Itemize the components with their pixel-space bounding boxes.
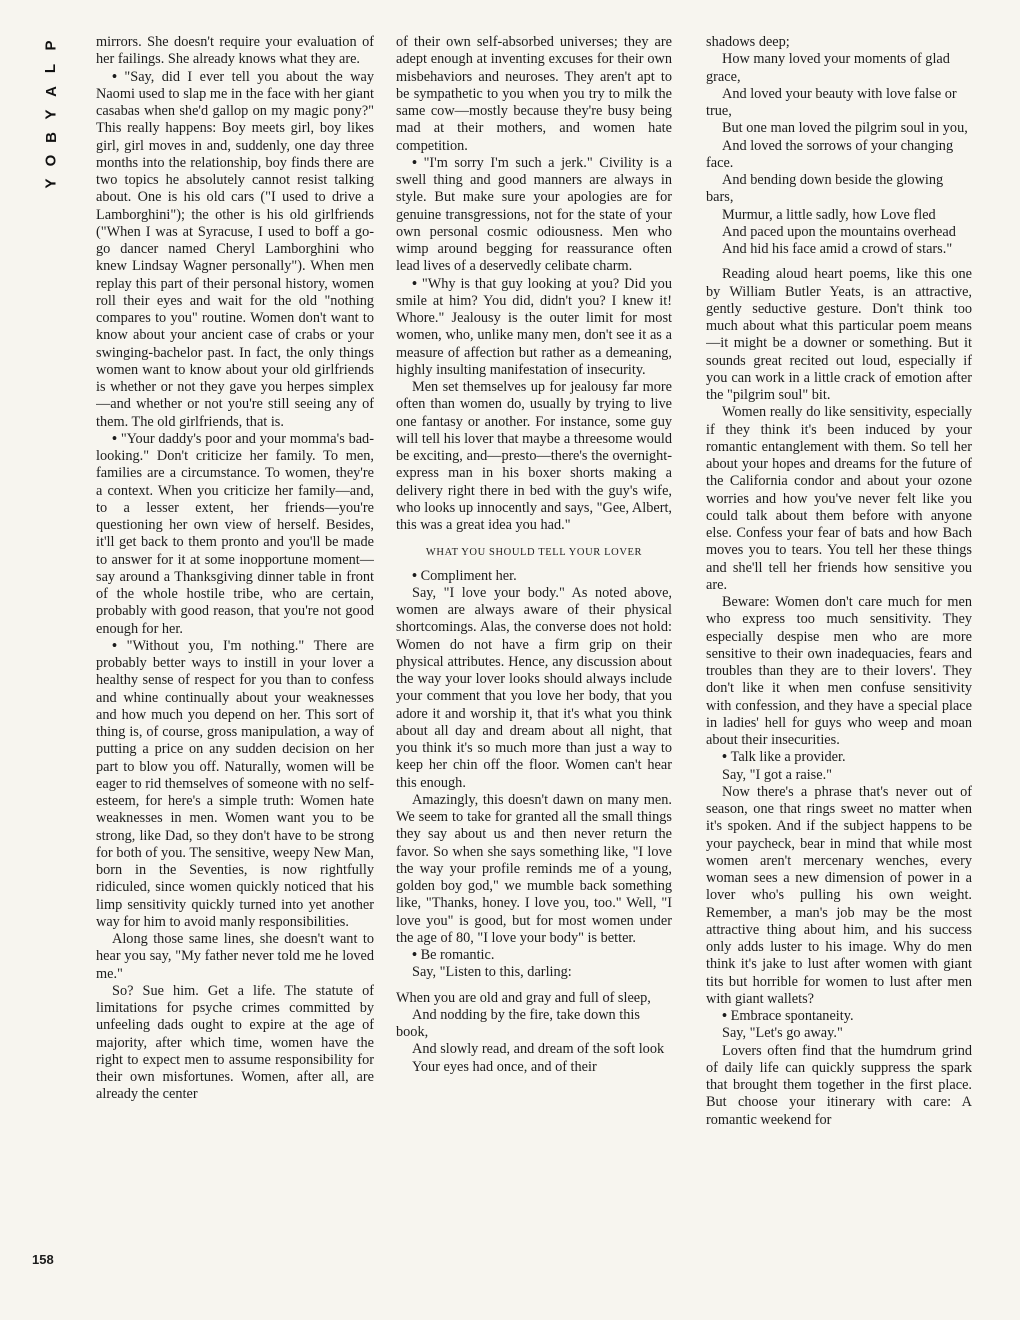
paragraph: So? Sue him. Get a life. The statute of limitations for psyche crimes committed by unfeeling dads ought to expire at the age of majority, after which time, women have the right to expect men to assume responsibility for their own misfortunes. Women, after all, are already the center	[96, 982, 374, 1103]
logo-letter: B	[42, 132, 60, 143]
bullet-paragraph: • "Say, did I ever tell you about the way Naomi used to slap me in the face with her giant casabas when she'd gallop on my magic pony?" This really happens: Boy meets girl, boy likes girl, girl moves in and, suddenly, one day three months into the relationship, boy finds there are two topics he absolutely cannot resist talking about. One is his old cars ("I used to drive a Lamborghini"); the other is his old girlfriends ("When I was at Syracuse, I used to boff a go-go dancer named Cheryl Lamborghini who knew Lindsay Wagner personally"). When men replay this part of their personal history, women roll their eyes and wait for the old "nothing compares to you" routine. Women don't want to know about your ancient case of crabs or your swinging-bachelor past. In fact, the only things women want to know about your old girlfriends is whether or not they gave you herpes simplex—and whether or not you're still seeing any of them. The old girlfriends, that is.	[96, 69, 374, 431]
paragraph: Say, "Let's go away."	[722, 1025, 843, 1042]
paragraph: Reading aloud heart poems, like this one by William Butler Yeats, is an attractive, gently seductive gesture. Don't think too much about what this particular poem means—it might be a downer or something. But it sounds great recited out loud, especially if you can work in a little crack of emotion after the "pilgrim soul" bit.	[706, 266, 972, 403]
poem-line: And slowly read, and dream of the soft look	[412, 1041, 665, 1058]
text-column-3	[706, 34, 972, 1274]
text-column-2	[396, 34, 672, 1274]
bullet-paragraph: • "I'm sorry I'm such a jerk." Civility is a swell thing and good manners are always in style. But make sure your apologies are for genuine transgressions, not for the state of your own personal cosmic odiousness. Men who wimp around begging for reassurance often lead lives of a deservedly celibate charm.	[396, 155, 672, 276]
paragraph: Lovers often find that the humdrum grind of daily life can quickly suppress the spark that brought them together in the first place. But choose your itinerary with care: A romantic weekend for	[706, 1042, 972, 1128]
bullet-paragraph: • Compliment her.	[396, 568, 672, 585]
bullet-paragraph: • Talk like a provider.	[706, 749, 972, 766]
poem-block	[396, 990, 672, 1076]
section-heading: WHAT YOU SHOULD TELL YOUR LOVER	[425, 547, 643, 559]
bullet-paragraph: • "Why is that guy looking at you? Did you smile at him? You did, didn't you? I knew it! Whore." Jealousy is the outer limit for most women, who, unlike many men, don't see it as a measure of affection but rather as a demeaning, highly insulting manifestation of insecurity.	[396, 276, 672, 380]
logo-letter: Y	[42, 109, 60, 120]
logo-letter: P	[42, 40, 60, 51]
poem-line: How many loved your moments of glad grace,	[706, 51, 950, 85]
logo-letter: Y	[42, 178, 60, 189]
poem-line: Your eyes had once, and of their	[412, 1058, 597, 1075]
poem-line: And hid his face amid a crowd of stars."	[722, 241, 953, 257]
poem-line: And loved your beauty with love false or true,	[706, 85, 957, 119]
paragraph: Say, "I love your body." As noted above, women are always aware of their physical shortcomings. Alas, the converse does not hold: Women do not have a firm grip on their physical attributes. Hence, any discussion about the way your lover looks should always include your comment that you love her body, that you adore it and worship it, that it's what you think about all day and dream about all night, that you think it's so much more than just a way to keep her chin off the floor. Women can't hear this enough.	[396, 584, 672, 791]
paragraph: Say, "I got a raise."	[722, 766, 832, 783]
bullet-paragraph: • "Your daddy's poor and your momma's bad-looking." Don't criticize her family. To men, families are a circumstance. To women, they're a context. When you criticize her family—and, to a lesser extent, her friends—you're questioning her own view of herself. Besides, it'll get back to them pronto and you'll be made to answer for it at some inopportune moment—say around a Thanksgiving dinner table in front of the whole hostile tribe, who are certain, probably with good reason, that you're not good enough for her.	[96, 431, 374, 638]
poem-line: And bending down beside the glowing bars,	[706, 172, 944, 206]
poem-line: But one man loved the pilgrim soul in you,	[722, 120, 968, 137]
poem-line: And nodding by the fire, take down this book,	[396, 1006, 640, 1040]
paragraph: Now there's a phrase that's never out of season, one that rings sweet no matter when it's spoken. And if the subject happens to be your paycheck, bear in mind that while most women aren't mercenary wenches, every woman sees a new dimension of power in a lover who's pulling his own weight. Remember, a man's job may be the most attractive thing about him, and his success only adds luster to his image. Why do men think it's jake to lust after women with giant tits but horrible for women to lust after men with giant wallets?	[706, 783, 972, 1007]
paragraph: of their own self-absorbed universes; they are adept enough at inventing excuses for their own misbehaviors and neuroses. They aren't apt to be sympathetic to you when you try to milk the same cow—mostly because they're busy being mad at their mothers, and women hate competition.	[396, 34, 672, 154]
paragraph: Men set themselves up for jealousy far more often than women do, usually by trying to live one fantasy or another. For instance, some guy will tell his lover that maybe a threesome would be exciting, and—presto—there's the overnight-express man in his boxer shorts making a delivery right there in bed with the guy's wife, who looks up innocently and says, "Gee, Albert, this was a great idea you had."	[396, 379, 672, 533]
poem-line: And paced upon the mountains overhead	[722, 223, 956, 240]
paragraph: Beware: Women don't care much for men who express too much sensitivity. They especially despise men who are more sensitive to their own inadequacies, fears and troubles than they are to their lovers'. They don't like it when men confuse sensitivity with confession, and they have a special place in ladies' hell for guys who weep and moan about their insecurities.	[706, 594, 972, 748]
paragraph: mirrors. She doesn't require your evaluation of her failings. She already knows what they are.	[96, 34, 374, 68]
poem-block	[706, 34, 972, 258]
bullet-paragraph: • Embrace spontaneity.	[706, 1008, 972, 1025]
poem-line: And loved the sorrows of your changing face.	[706, 137, 954, 171]
logo-letter: L	[42, 63, 60, 74]
paragraph: Say, "Listen to this, darling:	[412, 964, 572, 981]
paragraph: Along those same lines, she doesn't want to hear you say, "My father never told me he loved me."	[96, 931, 374, 982]
logo-letter: O	[42, 154, 60, 167]
logo-letter: A	[42, 86, 60, 97]
page-number: 158	[32, 1252, 54, 1267]
poem-line: shadows deep;	[706, 34, 790, 50]
paragraph: Women really do like sensitivity, especially if they think it's been induced by your romantic entanglement with them. So tell her about your hopes and dreams for the future of the California condor and about your ozone worries and how you've never felt like you could talk about them before with anyone else. Confess your fear of bats and how Bach moves you to tears. You tell her these things and she'll tell her friends how sensitive you are.	[706, 404, 972, 593]
poem-line: Murmur, a little sadly, how Love fled	[722, 206, 936, 223]
bullet-paragraph: • Be romantic.	[396, 947, 672, 964]
paragraph: Amazingly, this doesn't dawn on many men. We seem to take for granted all the small things they say about us and then never return the favor. So when she says something like, "I love the way your profile reminds me of a young, golden boy god," we mumble back something like, "Thanks, honey. I love you, too." Well, "I love you" is good, but for most women under the age of 80, "I love your body" is better.	[396, 791, 672, 946]
text-column-1	[96, 34, 374, 1274]
bullet-paragraph: • "Without you, I'm nothing." There are probably better ways to instill in your lover a healthy sense of respect for you than to confess and whine continually about your weaknesses and how much you depend on her. This sort of thing is, of course, gross manipulation, a way of putting a price on any sudden decision on her part to blow you off. Naturally, women will be eager to rid themselves of someone with no self-esteem, for here's a simple truth: Women hate weaknesses in men. Women want you to be strong, like Dad, so they don't have to be strong for both of you. The sensitive, weepy New Man, born in the Seventies, is now rightfully ridiculed, since women quickly noticed that his limp sensitivity quickly turned into yet another way for him to avoid manly responsibilities.	[96, 638, 374, 931]
poem-line: When you are old and gray and full of sleep,	[396, 989, 651, 1006]
magazine-logo	[34, 34, 68, 195]
